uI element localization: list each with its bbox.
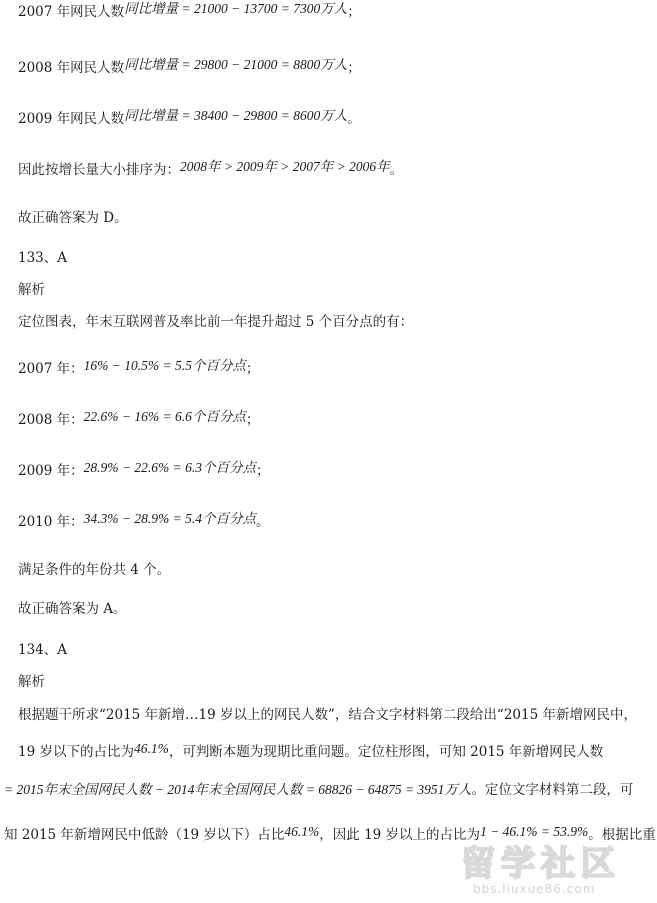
math-expression: = 2015年末全国网民人数 − 2014年末全国网民人数 = 68826 − 64875 = 3951万人 [4,782,472,797]
math-expression: 1 − 46.1% = 53.9% [480,824,589,839]
line-2007-rate [18,360,259,378]
math-expression: 同比增量 = 21000 − 13700 = 7300万人 [124,1,348,16]
line-end: 。 [347,111,361,127]
math-expression: 34.3% − 28.9% = 5.4个百分点 [83,511,256,526]
line-prefix: 19 岁以下的占比为 [18,744,134,760]
answer-line-a: 故正确答案为 A。 [18,601,127,617]
line-end: ； [256,463,270,479]
line-question-stem: 根据题干所求“2015 年新增…19 岁以上的网民人数”，结合文字材料第二段给出“2015 年新增网民中， [18,707,637,723]
question-number-133: 133、A [18,250,68,266]
line-new-netizens-calc [4,781,633,799]
line-end: ； [245,412,260,428]
watermark-title: 留学社区 [461,844,621,884]
line-2008-increase [18,59,361,77]
line-end: ； [347,4,361,20]
question-number-134: 134、A [18,642,68,658]
analysis-heading: 解析 [18,282,45,298]
line-under-19-share [18,743,603,761]
line-2008-rate [18,411,259,429]
site-watermark [459,839,649,897]
line-end: 。 [256,514,270,530]
line-prefix: 因此按增长量大小排序为： [18,162,180,178]
line-prefix: 2007 年： [18,361,84,377]
line-end: ； [245,361,260,377]
line-prefix: 2009 年网民人数 [18,111,125,127]
math-expression: 28.9% − 22.6% = 6.3个百分点 [83,460,256,475]
math-expression: 同比增量 = 38400 − 29800 = 8600万人 [124,108,348,123]
line-ranking [18,161,403,179]
line-prefix: 2009 年： [18,463,84,479]
line-mid: ，因此 19 岁以上的占比为 [319,827,481,843]
math-expression: 22.6% − 16% = 6.6个百分点 [83,409,246,424]
answer-line-d: 故正确答案为 D。 [18,210,128,226]
math-expression: 16% − 10.5% = 5.5个百分点 [83,358,246,373]
line-count-years: 满足条件的年份共 4 个。 [18,562,171,578]
line-prefix: 2008 年网民人数 [18,60,125,76]
watermark-url: bbs.liuxue86.com [473,882,596,896]
line-2007-increase [18,3,361,21]
line-2009-increase [18,110,361,128]
line-end: 。定位文字材料第二段，可 [471,782,634,798]
line-prefix: 2007 年网民人数 [18,4,125,20]
line-2009-rate [18,462,270,480]
math-expression: 2008年 > 2009年 > 2007年 > 2006年 [180,159,390,174]
math-expression: 同比增量 = 29800 − 21000 = 8800万人 [124,57,348,72]
line-locate-chart: 定位图表，年末互联网普及率比前一年提升超过 5 个百分点的有： [18,314,414,330]
line-end: ，可判断本题为现期比重问题。定位柱形图，可知 2015 年新增网民人数 [168,744,604,760]
analysis-heading: 解析 [18,674,45,690]
watermark-logo [459,839,649,897]
line-end: 。 [389,162,404,178]
line-2010-rate [18,513,270,531]
line-prefix: 2010 年： [18,514,84,530]
math-expression: 46.1% [284,824,320,839]
line-end: 。根据比重 [588,827,656,843]
line-prefix: 2008 年： [18,412,84,428]
line-end: ； [347,60,361,76]
line-prefix: 知 2015 年新增网民中低龄（19 岁以下）占比 [4,827,285,843]
math-expression: 46.1% [133,741,169,756]
